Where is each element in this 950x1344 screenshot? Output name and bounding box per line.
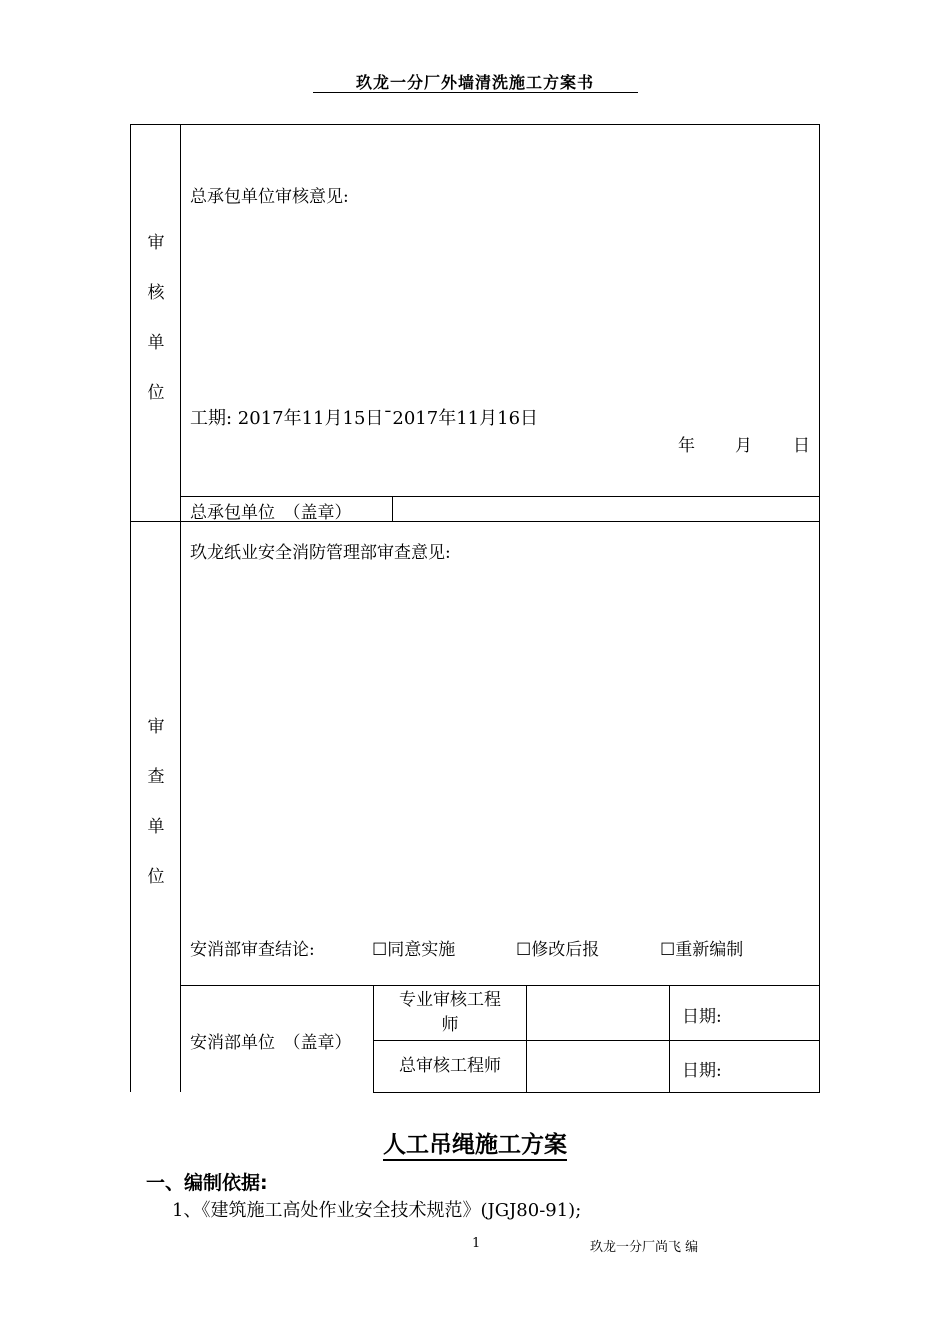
table-border-left: [130, 124, 131, 1092]
audit-side-label-char-1: 审: [147, 233, 165, 253]
review-sign-rows-middle: [373, 1040, 820, 1041]
audit-side-label-char-3: 单: [147, 333, 165, 353]
audit-date-month: 月: [735, 436, 752, 456]
table-border-right: [819, 124, 820, 1092]
review-sign-col-3: [669, 985, 670, 1092]
review-side-label-char-1: 审: [147, 717, 165, 737]
chief-engineer-label: 总审核工程师: [399, 1056, 501, 1076]
audit-date-year: 年: [678, 436, 695, 456]
audit-opinion-label: 总承包单位审核意见:: [190, 187, 349, 207]
audit-seal-row-top: [180, 496, 820, 497]
audit-side-label-char-4: 位: [147, 383, 165, 403]
section-title-text: 人工吊绳施工方案: [383, 1132, 567, 1161]
review-conclusion-label: 安消部审查结论:: [190, 940, 315, 960]
review-side-label-char-3: 单: [147, 817, 165, 837]
option-revise-checkbox[interactable]: ☐修改后报: [516, 940, 600, 960]
table-border-top: [130, 124, 820, 125]
review-side-label-char-4: 位: [147, 867, 165, 887]
page-number: 1: [472, 1236, 481, 1251]
specialist-date-label: 日期:: [682, 1007, 722, 1027]
section-title: [0, 1126, 950, 1159]
option-recompile-checkbox[interactable]: ☐重新编制: [660, 940, 744, 960]
section-heading: 一、编制依据:: [146, 1172, 268, 1194]
label-column-divider: [180, 124, 181, 1092]
header-underline: [313, 92, 638, 93]
review-sign-col-2: [526, 985, 527, 1092]
audit-date-day: 日: [793, 436, 810, 456]
chief-date-label: 日期:: [682, 1061, 722, 1081]
review-sign-rows-bottom: [373, 1092, 820, 1093]
specialist-engineer-label-line1: 专业审核工程: [399, 990, 501, 1010]
construction-period: 工期: 2017年11月15日¯2017年11月16日: [190, 408, 539, 429]
review-unit-seal-label: 安消部单位 （盖章）: [190, 1033, 352, 1053]
review-sign-rows-top: [180, 985, 820, 986]
reference-item-1: 1、《建筑施工高处作业安全技术规范》(JGJ80-91);: [172, 1200, 582, 1221]
audit-side-label-char-2: 核: [147, 283, 165, 303]
review-opinion-label: 玖龙纸业安全消防管理部审查意见:: [190, 543, 451, 563]
specialist-engineer-label-line2: 师: [441, 1015, 459, 1035]
footer-author: 玖龙一分厂尚飞 编: [590, 1240, 699, 1255]
audit-seal-cell-divider: [392, 496, 393, 522]
option-approve-checkbox[interactable]: ☐同意实施: [372, 940, 456, 960]
audit-unit-seal-label: 总承包单位 （盖章）: [190, 503, 352, 523]
specialist-engineer-label: [374, 988, 526, 1038]
document-header-title: 玖龙一分厂外墙清洗施工方案书: [355, 73, 594, 92]
review-side-label-char-2: 查: [147, 767, 165, 787]
